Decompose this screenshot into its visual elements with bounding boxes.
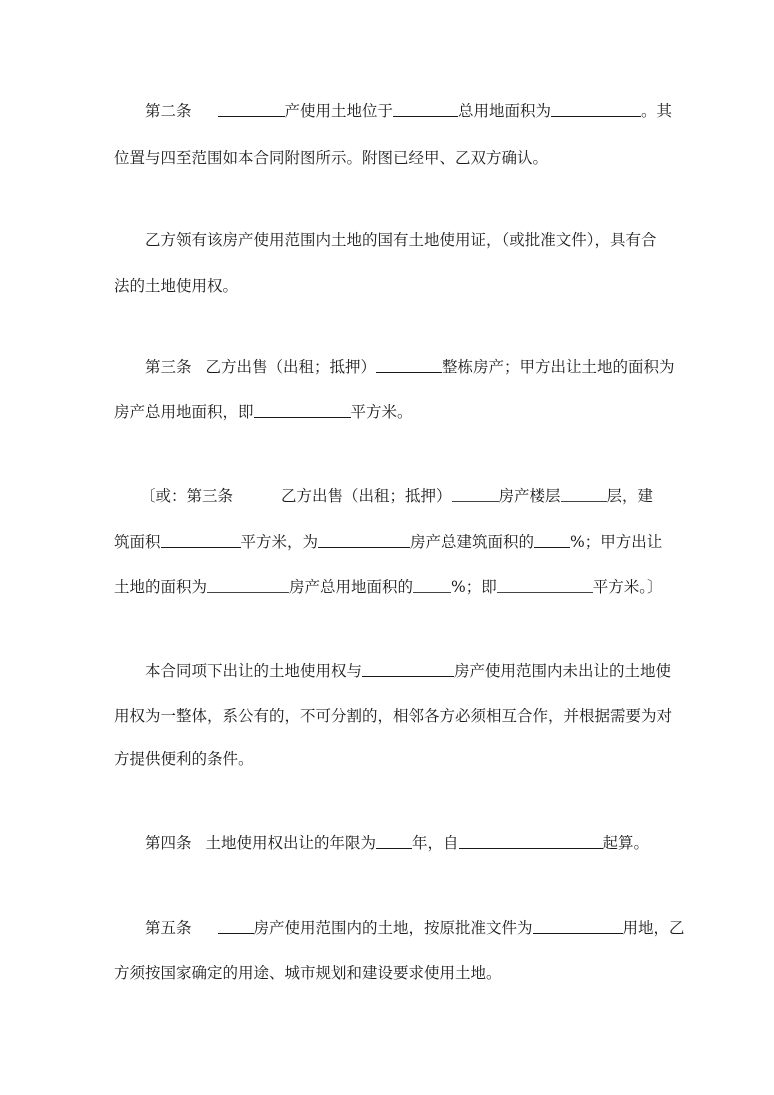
text: 房产总用地面积的 [289,578,414,596]
blank-field[interactable] [218,102,285,117]
text: 用权为一整体，系公有的，不可分割的，相邻各方必须相互合作，并根据需要为对 [114,707,673,725]
article3-line1 [145,357,675,377]
blank-field[interactable] [376,834,412,849]
blank-field[interactable] [497,578,593,593]
blank-field[interactable] [393,102,458,117]
article3-alt-line2 [114,532,662,552]
blank-field[interactable] [459,834,603,849]
article4-line1 [145,833,649,853]
text: 。其 [641,102,673,120]
text: 乙方出售（出租；抵押） [205,358,377,376]
blank-field[interactable] [561,487,607,502]
text: 土地的面积为 [114,578,208,596]
article3-alt-line3 [114,577,663,597]
article3-line2 [114,402,413,422]
text: 房产总建筑面积的 [410,533,535,551]
blank-field[interactable] [318,533,410,548]
text: 乙方领有该房产使用范围内土地的国有土地使用证，（或批准文件），具有合 [145,231,657,249]
article-label: 第四条 [145,834,192,852]
text: 整栋房产；甲方出让土地的面积为 [442,358,675,376]
text: 年，自 [412,834,459,852]
text: 筑面积 [114,533,161,551]
cert-line2 [114,276,238,296]
cert-line1 [145,230,657,250]
text: 平方米。 [350,403,413,421]
text: 法的土地使用权。 [114,277,239,295]
article-label: 第五条 [145,919,192,937]
text: 房产总用地面积，即 [114,403,254,421]
blank-field[interactable] [161,533,241,548]
text: 层，建 [606,487,654,505]
text: 产使用土地位于 [284,102,394,120]
text: 乙方出售（出租；抵押） [281,487,452,505]
text: 方须按国家确定的用途、城市规划和建设要求使用土地。 [114,964,502,982]
article-label: 第三条 [145,358,192,376]
blank-field[interactable] [254,403,351,418]
text: 方提供便利的条件。 [114,750,254,768]
text: %；即 [451,578,497,596]
text: 房产楼层 [498,487,561,505]
text: %；甲方出让 [570,533,663,551]
text: 总用地面积为 [458,102,552,120]
blank-field[interactable] [218,919,254,934]
article2-line1 [145,101,672,121]
text: 起算。 [602,834,650,852]
common-line1 [145,661,671,681]
article5-line2 [114,963,502,983]
text: 房产使用范围内未出让的土地使 [454,662,672,680]
blank-field[interactable] [362,662,454,677]
article3-alt-line1 [140,486,653,506]
blank-field[interactable] [207,578,289,593]
blank-field[interactable] [533,919,623,934]
blank-field[interactable] [551,102,641,117]
common-line3 [114,749,254,769]
text: 房产使用范围内的土地，按原批准文件为 [253,919,533,937]
text: 平方米，为 [240,533,319,551]
article5-line1 [145,918,685,938]
blank-field[interactable] [452,487,499,502]
common-line2 [114,706,672,726]
article2-line2 [114,148,548,168]
blank-field[interactable] [376,358,442,373]
blank-field[interactable] [413,578,451,593]
text: 位置与四至范围如本合同附图所示。附图已经甲、乙双方确认。 [114,149,549,167]
text: 用地，乙 [622,919,685,937]
text: 土地使用权出让的年限为 [205,834,377,852]
text: 平方米。〕 [592,578,663,596]
article-label: 第二条 [145,102,192,120]
blank-field[interactable] [534,533,570,548]
text: 本合同项下出让的土地使用权与 [145,662,363,680]
text: 〔或：第三条 [140,487,234,505]
